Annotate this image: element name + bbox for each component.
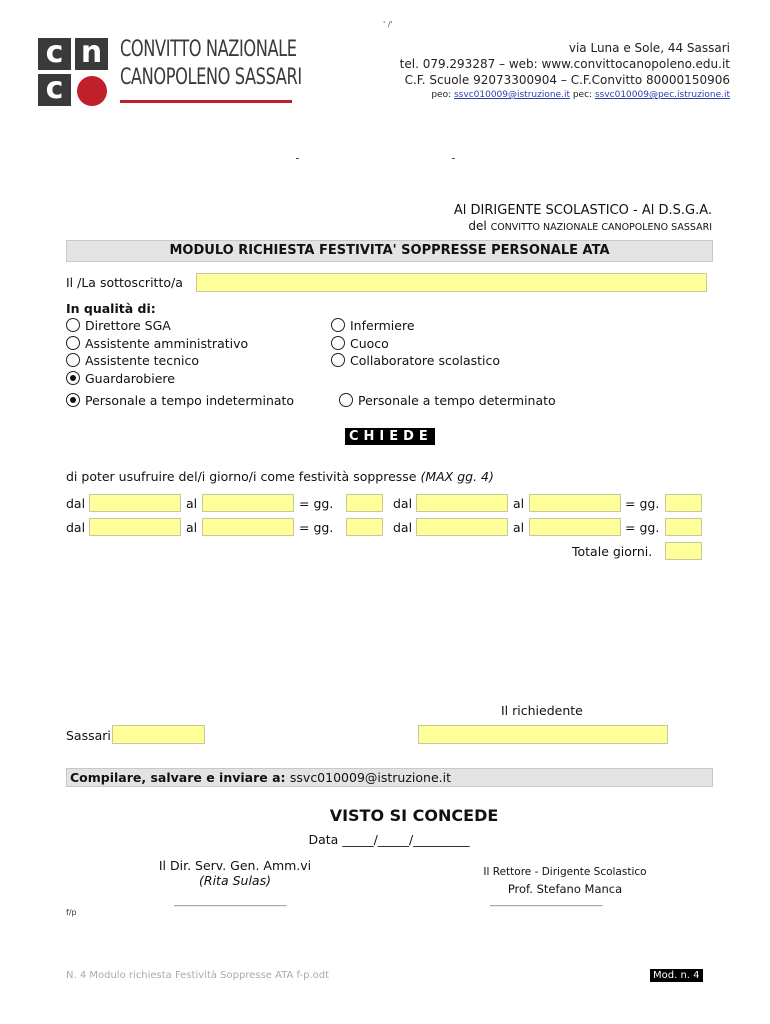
- radio-assistente-amministrativo[interactable]: [66, 336, 80, 350]
- logo-letter-c1: c: [38, 38, 71, 70]
- left-signatory-name: (Rita Sulas): [199, 873, 271, 888]
- logo-letter-c2: c: [38, 74, 71, 106]
- submit-email[interactable]: ssvc010009@istruzione.it: [289, 770, 451, 785]
- period-1-days-label: = gg.: [299, 496, 334, 511]
- label-tempo-determinato: Personale a tempo determinato: [358, 393, 556, 408]
- period-4-from-field[interactable]: [416, 518, 508, 536]
- label-assistente-amministrativo: Assistente amministrativo: [85, 336, 249, 351]
- right-signatory-role: Il Rettore - Dirigente Scolastico: [483, 866, 647, 878]
- period-4-days-field[interactable]: [665, 518, 702, 536]
- radio-tempo-indeterminato[interactable]: [66, 393, 80, 407]
- period-1-from-field[interactable]: [89, 494, 181, 512]
- label-collaboratore-scolastico: Collaboratore scolastico: [350, 353, 501, 368]
- label-cuoco: Cuoco: [350, 336, 389, 351]
- pec-label: pec:: [569, 90, 595, 100]
- label-tempo-indeterminato: Personale a tempo indeterminato: [85, 393, 295, 408]
- recipient-block: [454, 202, 712, 235]
- initials: f/p: [66, 908, 77, 917]
- approval-heading: VISTO SI CONCEDE: [329, 806, 499, 825]
- dash-mark-right: [452, 158, 455, 159]
- right-sign-line: _________________________: [490, 897, 603, 907]
- recipient-line1: Al DIRIGENTE SCOLASTICO - Al D.S.G.A.: [453, 203, 712, 218]
- period-3-days-field[interactable]: [346, 518, 383, 536]
- recipient-name: CONVITTO NAZIONALE CANOPOLENO SASSARI: [490, 222, 712, 233]
- contact-block: [400, 40, 730, 102]
- email-line: [400, 88, 730, 102]
- radio-collaboratore-scolastico[interactable]: [331, 353, 345, 367]
- phone-web: tel. 079.293287 – web: www.convittocanopoleno.edu.it: [399, 57, 730, 71]
- footer-filename: N. 4 Modulo richiesta Festività Soppresse ATA f-p.odt: [66, 970, 330, 981]
- place-label: Sassari: [66, 728, 111, 743]
- radio-tempo-determinato[interactable]: [339, 393, 353, 407]
- total-days-label: Totale giorni.: [572, 544, 653, 559]
- period-2-days-field[interactable]: [665, 494, 702, 512]
- submit-label: Compilare, salvare e inviare a:: [70, 770, 290, 785]
- dash-mark-left: [296, 158, 299, 159]
- request-text: [66, 469, 494, 484]
- school-name-line1: CONVITTO NAZIONALE: [120, 37, 297, 62]
- label-direttore-sga: Direttore SGA: [85, 318, 171, 333]
- right-signatory-name: Prof. Stefano Manca: [507, 882, 623, 896]
- label-assistente-tecnico: Assistente tecnico: [85, 353, 200, 368]
- logo-red-dot: [77, 76, 107, 106]
- logo-letter-n: n: [75, 38, 108, 70]
- period-3-to-label: al: [186, 520, 198, 535]
- module-number-badge: Mod. n. 4: [650, 969, 703, 982]
- approval-date-line: Data _____/_____/_________: [308, 832, 470, 847]
- period-2-from-field[interactable]: [416, 494, 508, 512]
- period-2-to-field[interactable]: [529, 494, 621, 512]
- period-3-from-label: dal: [66, 520, 86, 535]
- request-text-main: di poter usufruire del/i giorno/i come festività soppresse: [66, 469, 421, 484]
- pec-email-link[interactable]: ssvc010009@pec.istruzione.it: [594, 90, 730, 100]
- total-days-field[interactable]: [665, 542, 702, 560]
- role-heading: In qualità di:: [66, 301, 156, 316]
- recipient-line2: [454, 219, 712, 235]
- request-heading: CHIEDE: [345, 428, 435, 445]
- period-1-to-label: al: [186, 496, 198, 511]
- peo-email-link[interactable]: ssvc010009@istruzione.it: [453, 90, 570, 100]
- right-signatory: [470, 864, 660, 898]
- school-logo: [38, 35, 108, 106]
- recipient-prefix: del: [468, 219, 491, 233]
- radio-direttore-sga[interactable]: [66, 318, 80, 332]
- requester-label: Il richiedente: [501, 703, 583, 718]
- period-4-to-field[interactable]: [529, 518, 621, 536]
- period-3-to-field[interactable]: [202, 518, 294, 536]
- peo-label: peo:: [431, 90, 454, 100]
- request-max: (MAX gg. 4): [420, 469, 494, 484]
- period-1-from-label: dal: [66, 496, 86, 511]
- label-infermiere: Infermiere: [350, 318, 415, 333]
- left-sign-line: _________________________: [174, 897, 287, 907]
- radio-cuoco[interactable]: [331, 336, 345, 350]
- period-2-from-label: dal: [393, 496, 413, 511]
- period-2-to-label: al: [513, 496, 525, 511]
- requester-signature-field[interactable]: [418, 725, 668, 744]
- period-4-from-label: dal: [393, 520, 413, 535]
- period-3-days-label: = gg.: [299, 520, 334, 535]
- period-3-from-field[interactable]: [89, 518, 181, 536]
- label-guardarobiere: Guardarobiere: [85, 371, 175, 386]
- logo-underline: [120, 100, 292, 103]
- radio-infermiere[interactable]: [331, 318, 345, 332]
- applicant-name-field[interactable]: [196, 273, 707, 292]
- period-4-to-label: al: [513, 520, 525, 535]
- left-signatory-role: Il Dir. Serv. Gen. Amm.vi: [158, 858, 312, 873]
- radio-guardarobiere[interactable]: [66, 371, 80, 385]
- left-signatory: [150, 858, 320, 888]
- tax-codes: C.F. Scuole 92073300904 – C.F.Convitto 80000150906: [404, 73, 730, 87]
- top-mark: ' /': [383, 20, 393, 29]
- submit-instruction: [70, 770, 451, 785]
- period-2-days-label: = gg.: [625, 496, 660, 511]
- period-1-days-field[interactable]: [346, 494, 383, 512]
- applicant-label: Il /La sottoscritto/a: [66, 275, 183, 290]
- radio-assistente-tecnico[interactable]: [66, 353, 80, 367]
- form-title: MODULO RICHIESTA FESTIVITA' SOPPRESSE PERSONALE ATA: [169, 243, 610, 258]
- period-4-days-label: = gg.: [625, 520, 660, 535]
- address: via Luna e Sole, 44 Sassari: [568, 41, 730, 55]
- school-name: [120, 36, 302, 92]
- period-1-to-field[interactable]: [202, 494, 294, 512]
- school-name-line2: CANOPOLENO SASSARI: [120, 65, 302, 90]
- place-date-field[interactable]: [112, 725, 205, 744]
